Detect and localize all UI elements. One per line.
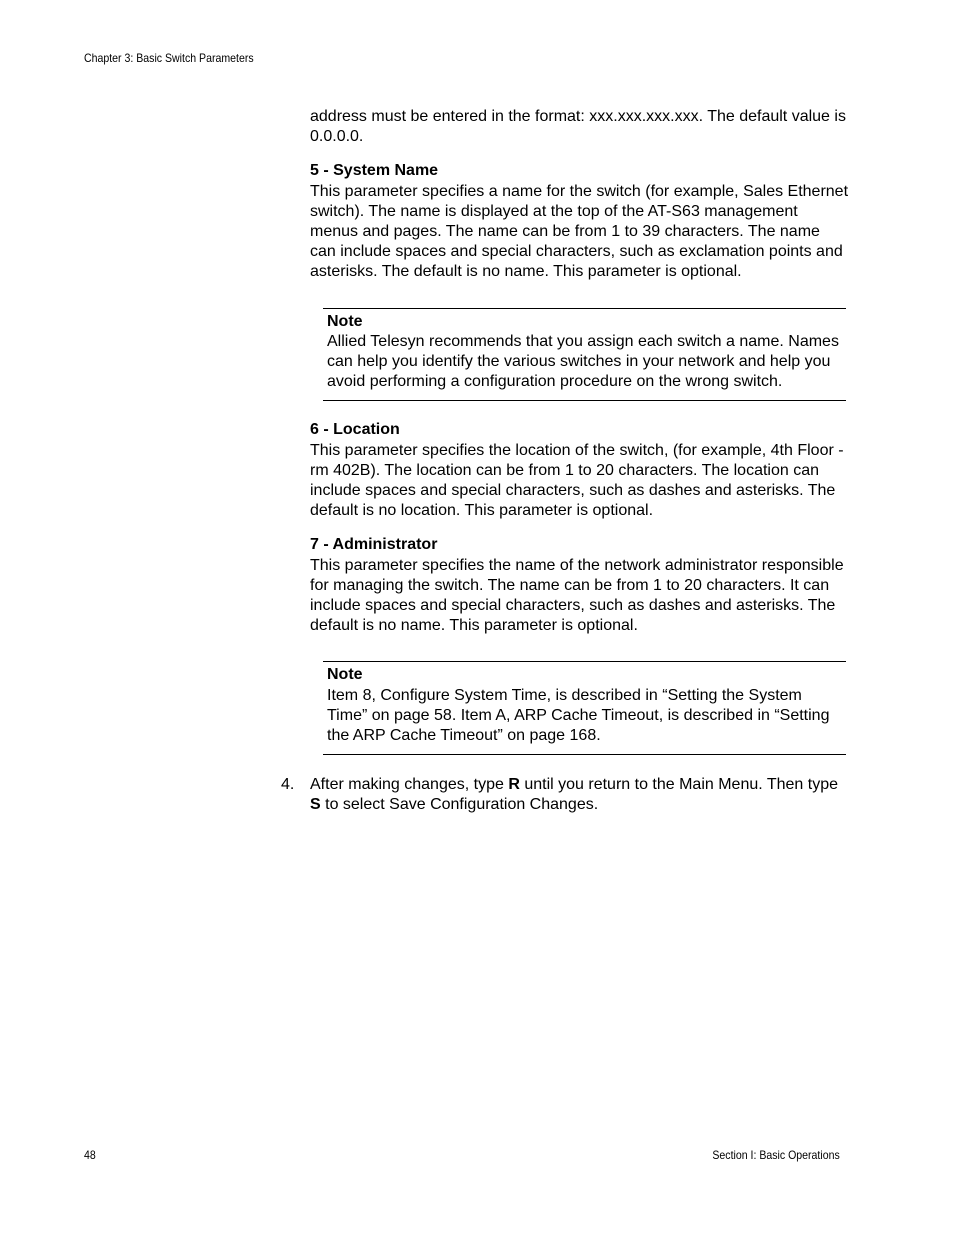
running-header: Chapter 3: Basic Switch Parameters [84,51,254,65]
note-title: Note [327,312,363,330]
step-4 [281,775,850,815]
section-footer: Section I: Basic Operations [712,1148,840,1162]
section-system-name [310,161,850,282]
step-text-part: until you return to the Main Menu. Then type [519,776,838,794]
administrator-body: This parameter specifies the name of the network administrator responsible for managing the switch. The name can be from 1 to 20 characters. It can include spaces and special characters, such as dashes and asterisks. The default is no name. This parameter is optional. [310,556,844,635]
save-key-label: S [310,796,321,814]
section-administrator [310,535,850,636]
note-body: Allied Telesyn recommends that you assign each switch a name. Names can help you identify the various switches in your network and help you avoid performing a configuration procedure on the wrong switch. [327,332,839,391]
step-number: 4. [281,776,295,794]
system-name-body: This parameter specifies a name for the switch (for example, Sales Ethernet switch). The name is displayed at the top of the AT-S63 management menus and pages. The name can be from 1 to 39 characters. The name can include spaces and special characters, such as exclamation points and asterisks. The default is no name. This parameter is optional. [310,182,849,281]
system-name-heading: 5 - System Name [310,162,439,180]
note-box-system-name [323,308,846,402]
page-content [281,107,850,816]
return-key-label: R [508,776,520,794]
page-number: 48 [84,1148,96,1162]
step-text-part: to select Save Configuration Changes. [320,796,599,814]
note-body: Item 8, Configure System Time, is described in “Setting the System Time” on page 58. Item A, ARP Cache Timeout, is described in “Setting the ARP Cache Timeout” on page 168. [327,686,830,745]
step-text [310,775,850,815]
note-title: Note [327,666,363,684]
location-heading: 6 - Location [310,421,400,439]
administrator-heading: 7 - Administrator [310,536,438,554]
step-text-part: After making changes, type [310,776,509,794]
intro-paragraph: address must be entered in the format: xxx.xxx.xxx.xxx. The default value is 0.0.0.0. [310,108,846,146]
section-location [310,420,850,521]
location-body: This parameter specifies the location of the switch, (for example, 4th Floor - rm 402B). The location can be from 1 to 20 characters. The location can include spaces and special characters, such as dashes and asterisks. The default is no location. This parameter is optional. [310,441,844,520]
note-box-system-time [323,661,846,755]
